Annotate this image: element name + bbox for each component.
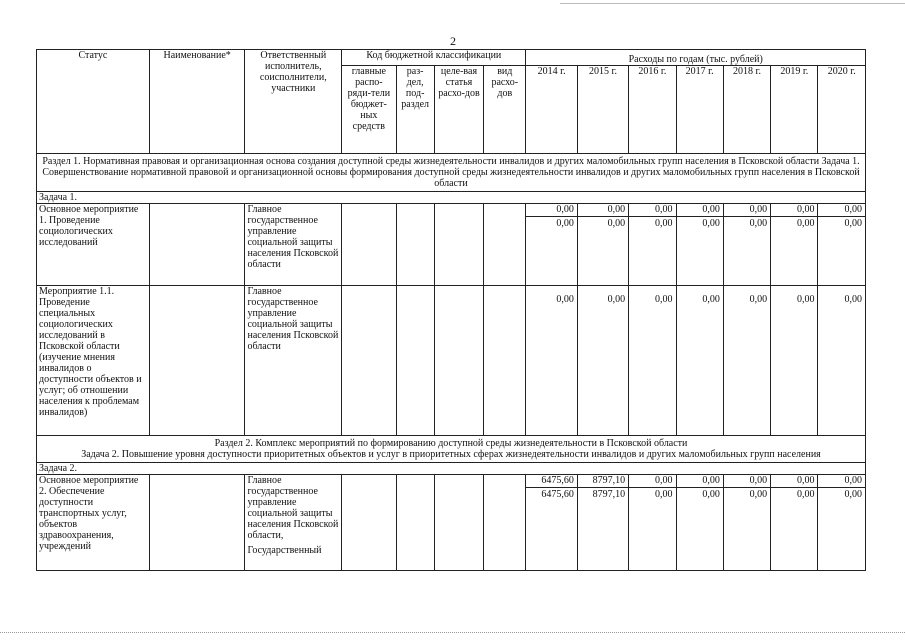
header-name: Наименование* [149,50,245,154]
value: 0,00 [749,218,768,229]
table-row [37,475,866,571]
value-top: 0,00 [629,475,675,488]
row-status: Основное мероприятие 2. Обеспечение доступности транспортных услуг, объектов здравоохранения, учреждений [37,475,150,571]
row-status: Основное мероприятие 1. Проведение социологических исследований [37,204,150,286]
header-year: 2015 г. [577,66,628,154]
budget-table [36,49,866,571]
task-2-label: Задача 2. [37,463,866,475]
value: 0,00 [844,489,862,500]
value-cell [526,475,577,571]
header-year: 2014 г. [526,66,577,154]
value-top: 0,00 [677,204,723,217]
value-cell [577,475,628,571]
section-2-title [37,436,866,463]
value: 0,00 [655,218,673,229]
page-number: 2 [450,34,456,48]
section-1-title: Раздел 1. Нормативная правовая и организационная основа создания доступной среды жизнедеятельности инвалидов и других маломобильных групп населения в Псковской области Задача 1. Совершенствование нормативной правовой и организационной основы формирования доступной среды жизнедеятельности инвалидов и других маломобильных групп населения в Псковской области [37,154,866,192]
value-top: 0,00 [526,204,576,217]
value: 8797,10 [592,489,626,500]
value-top: 0,00 [677,475,723,488]
value-top: 0,00 [771,475,817,488]
header-kbk-gr: главные распо-ряди-тели бюджет-ных средств [342,66,396,154]
section-2-subtitle: Задача 2. Повышение уровня доступности приоритетных объектов и услуг в приоритетных сферах жизнедеятельности инвалидов и других маломобильных групп населения [81,449,821,460]
value-top: 0,00 [771,204,817,217]
value: 0,00 [723,286,770,436]
value: 0,00 [818,286,866,436]
header-year: 2020 г. [818,66,866,154]
section-2-heading: Раздел 2. Комплекс мероприятий по формированию доступной среды жизнедеятельности в Псковской области [214,438,688,449]
value-top: 6475,60 [526,475,576,488]
value: 6475,60 [541,489,574,500]
row-name [149,475,245,571]
value: 0,00 [702,218,720,229]
row-responsible: Главное государственное управление социальной защиты населения Псковской области [245,286,342,436]
row-responsible: Главное государственное управление социальной защиты населения Псковской области [245,204,342,286]
value-top: 0,00 [724,475,770,488]
responsible-text: Главное государственное управление социальной защиты населения Псковской области, [247,475,339,541]
header-year: 2019 г. [771,66,818,154]
header-kbk: Код бюджетной классификации [342,50,526,66]
value-cell [771,204,818,286]
task-1-label: Задача 1. [37,192,866,204]
value-cell [629,204,676,286]
table-row [37,204,866,286]
value: 0,00 [526,286,577,436]
value: 0,00 [607,218,626,229]
header-status: Статус [37,50,150,154]
value-cell [526,204,577,286]
value-top: 0,00 [818,204,865,217]
value-cell [577,204,628,286]
header-responsible: Ответственный исполнитель, соисполнители, участники [245,50,342,154]
table-row [37,286,866,436]
value-top: 0,00 [578,204,628,217]
value-top: 0,00 [818,475,865,488]
value: 0,00 [655,489,673,500]
value: 0,00 [676,286,723,436]
value-top: 0,00 [629,204,675,217]
value: 0,00 [771,286,818,436]
value-top: 8797,10 [578,475,628,488]
value-cell [771,475,818,571]
value: 0,00 [796,489,815,500]
header-expenses: Расходы по годам (тыс. рублей) [526,50,866,66]
responsible-text-2: Государственный [247,545,322,556]
header-year: 2018 г. [723,66,770,154]
value: 0,00 [796,218,815,229]
value-cell [629,475,676,571]
value-cell [818,204,866,286]
value: 0,00 [556,218,574,229]
header-year: 2016 г. [629,66,676,154]
value: 0,00 [702,489,720,500]
value: 0,00 [844,218,862,229]
value-cell [818,475,866,571]
row-name [149,286,245,436]
header-kbk-target: целе-вая статья расхо-дов [434,66,483,154]
value-cell [723,204,770,286]
value-cell [676,204,723,286]
bottom-scan-edge [0,632,905,633]
header-kbk-section: раз-дел, под-раздел [396,66,434,154]
row-responsible [245,475,342,571]
value: 0,00 [629,286,676,436]
value: 0,00 [749,489,768,500]
value: 0,00 [577,286,628,436]
value-cell [723,475,770,571]
row-status: Мероприятие 1.1. Проведение специальных социологических исследований в Псковской области (изучение мнения инвалидов о доступности объектов и услуг; об отношении населения к проблемам инвалидов) [37,286,150,436]
value-cell [676,475,723,571]
row-name [149,204,245,286]
header-year: 2017 г. [676,66,723,154]
value-top: 0,00 [724,204,770,217]
header-kbk-type: вид расхо-дов [484,66,526,154]
top-scan-edge [560,3,905,4]
